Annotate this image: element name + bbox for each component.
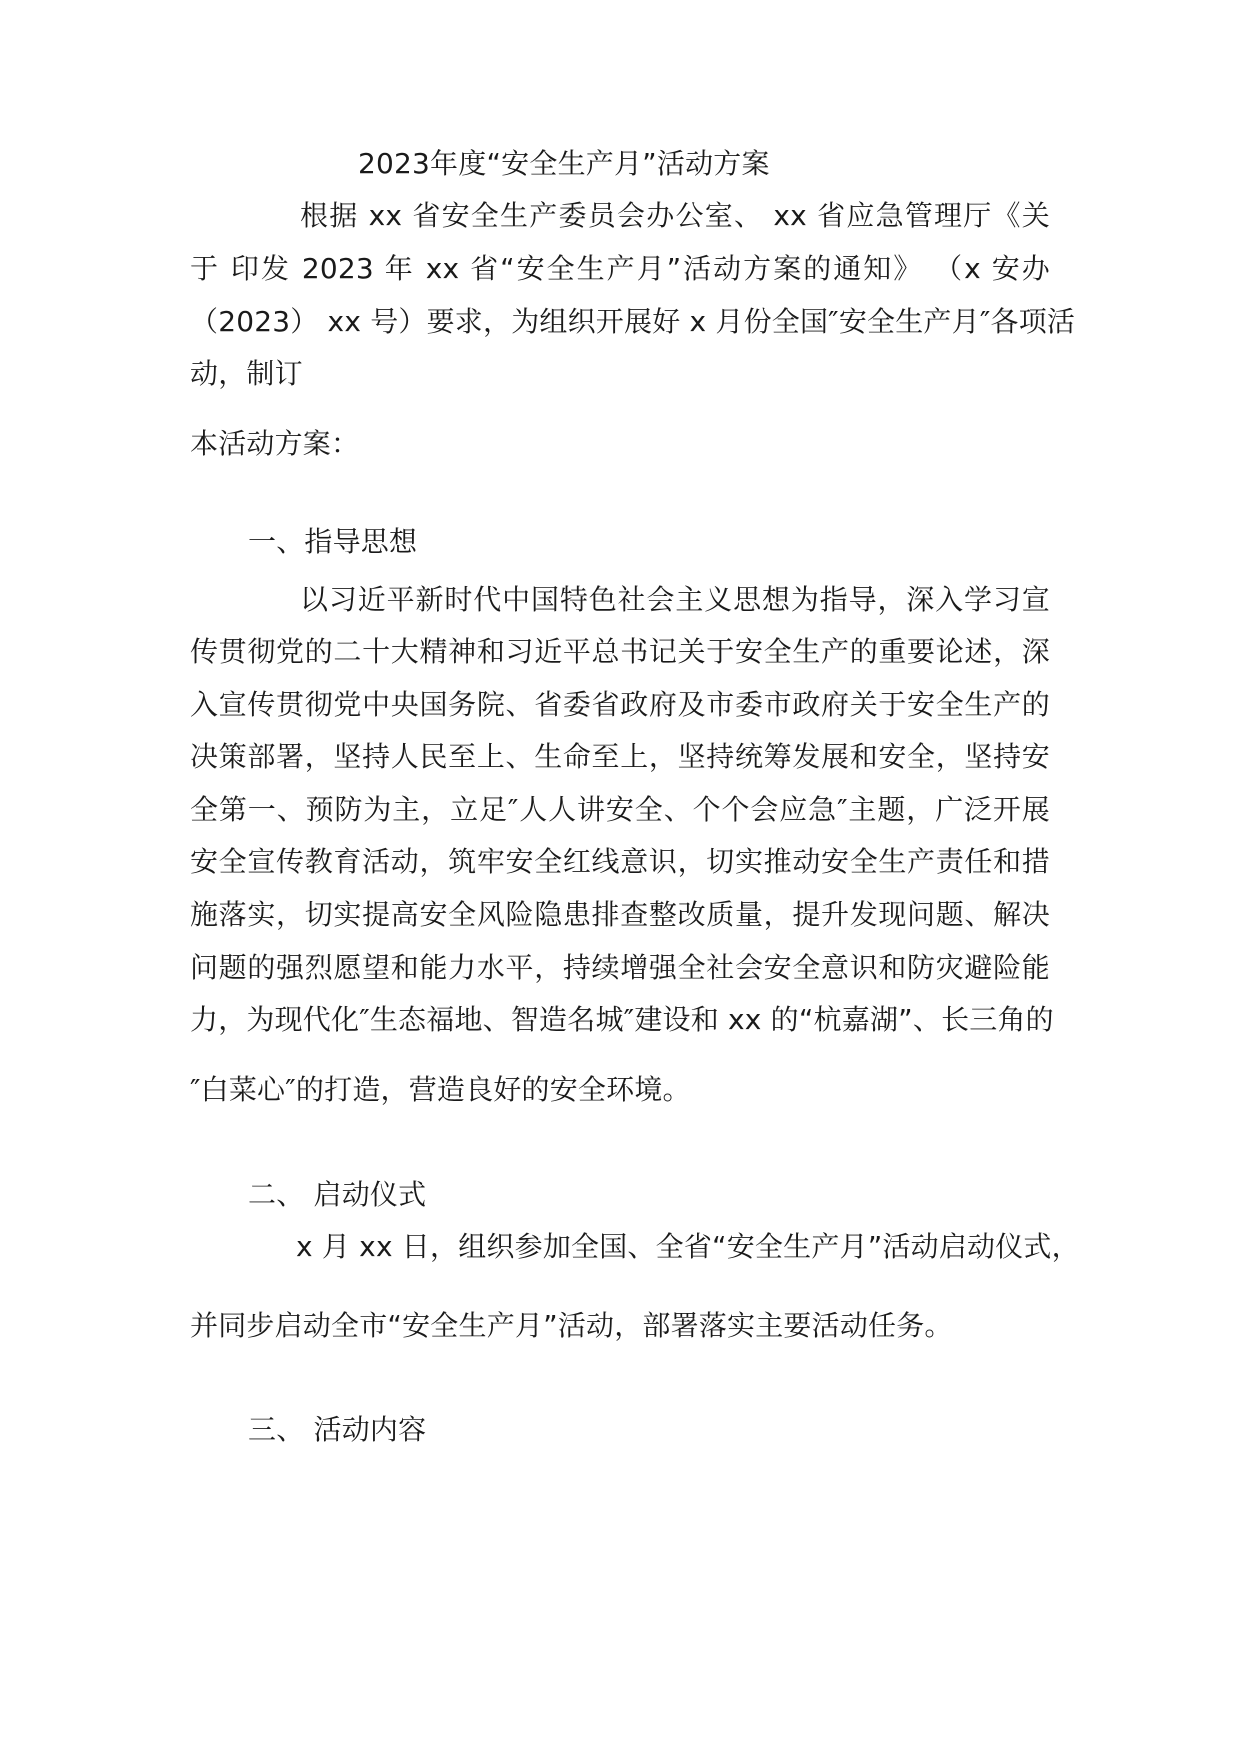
intro-line-1: 根据 xx 省安全生产委员会办公室、 xx 省应急管理厅《关 xyxy=(300,199,1050,232)
section-2-line-1: x 月 xx 日，组织参加全国、全省“安全生产月”活动启动仪式， xyxy=(296,1230,1080,1263)
section-2-heading: 二、 启动仪式 xyxy=(248,1178,427,1211)
intro-line-2: 于 印发 2023 年 xx 省“安全生产月”活动方案的通知》 （x 安办 xyxy=(190,252,1050,285)
section-1-line-3: 入宣传贯彻党中央国务院、省委省政府及市委市政府关于安全生产的 xyxy=(190,688,1050,721)
section-1-line-7: 施落实，切实提高安全风险隐患排查整改质量，提升发现问题、解决 xyxy=(190,898,1050,931)
section-1-line-9: 力，为现代化″生态福地、智造名城″建设和 xx 的“杭嘉湖”、长三角的 xyxy=(190,1003,1054,1036)
section-1-line-5: 全第一、预防为主，立足″人人讲安全、个个会应急″主题，广泛开展 xyxy=(190,793,1050,826)
section-3-heading: 三、 活动内容 xyxy=(248,1413,427,1446)
document-title: 2023年度“安全生产月”活动方案 xyxy=(358,147,770,180)
section-1-line-1: 以习近平新时代中国特色社会主义思想为指导，深入学习宣 xyxy=(300,583,1050,616)
section-1-line-4: 决策部署，坚持人民至上、生命至上，坚持统筹发展和安全，坚持安 xyxy=(190,740,1050,773)
section-1-line-8: 问题的强烈愿望和能力水平，持续增强全社会安全意识和防灾避险能 xyxy=(190,951,1050,984)
section-2-line-2: 并同步启动全市“安全生产月”活动，部署落实主要活动任务。 xyxy=(190,1309,953,1342)
section-1-line-10: ″白菜心″的打造，营造良好的安全环境。 xyxy=(190,1073,691,1106)
intro-tail: 本活动方案： xyxy=(190,427,360,460)
section-1-line-2: 传贯彻党的二十大精神和习近平总书记关于安全生产的重要论述，深 xyxy=(190,635,1050,668)
section-1-line-6: 安全宣传教育活动，筑牢安全红线意识，切实推动安全生产责任和措 xyxy=(190,845,1050,878)
intro-line-3: （2023） xx 号）要求，为组织开展好 x 月份全国″安全生产月″各项活 xyxy=(190,305,1076,338)
intro-line-4: 动，制订 xyxy=(190,357,303,390)
section-1-heading: 一、指导思想 xyxy=(248,525,418,558)
